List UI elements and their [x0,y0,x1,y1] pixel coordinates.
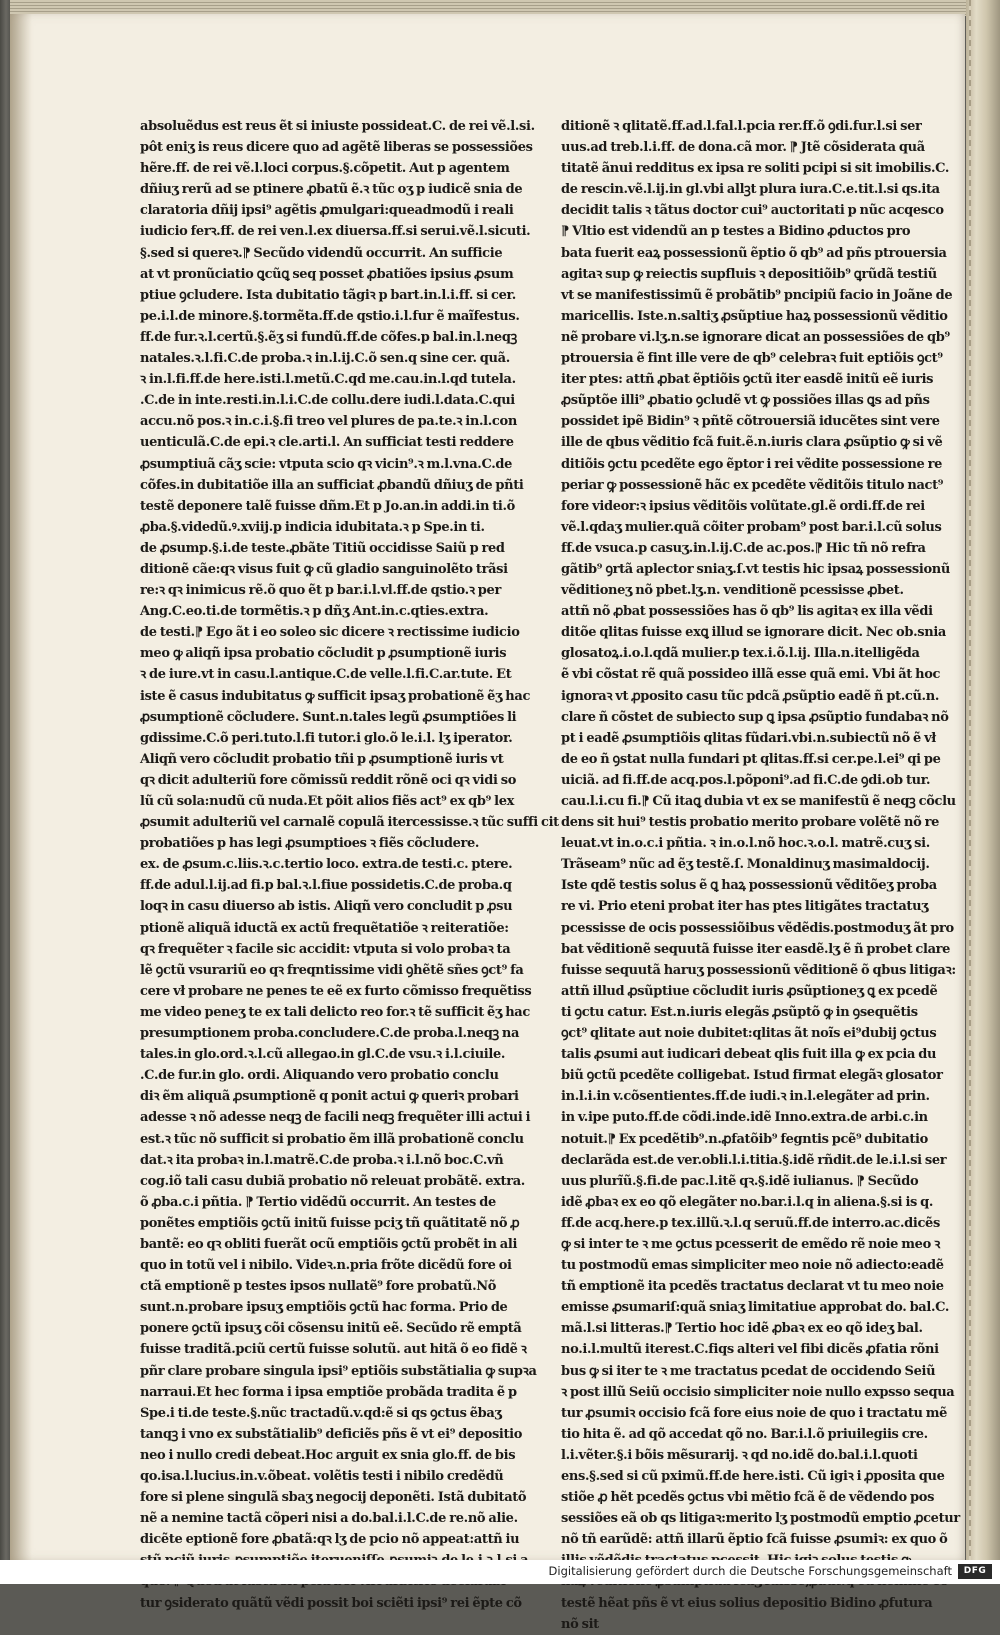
text-line: pñr clare probare singula ipsi⁹ eptiõis substãtialia ꝙ supꝛa [140,1363,537,1379]
text-line: tur ꝓsumiꝛ occisio fcã fore eius noie de quo i tractatu mẽ [561,1405,948,1421]
text-line: bata fuerit eaꝝ possessionũ ẽptio õ qb⁹ ad pñs ptrouersia [561,245,947,261]
text-line: absoluẽdus est reus ẽt si iniuste possideat.C. de rei vẽ.l.si. [140,119,535,134]
text-line: re:ꝛ qꝛ inimicus rẽ.õ quo ẽt p bar.i.l.vl.ff.de qstio.ꝛ per [140,583,501,599]
text-line: loqꝛ in casu diuerso ab istis. Aliqñ vero concludit p ꝓsu [140,899,513,915]
text-line: gdissime.C.õ peri.tuto.l.fi tutor.i glo.õ le.i.l. lʒ iperator. [140,730,513,746]
text-line: cau.l.i.cu fi.⁋ Cũ itaꝗ dubia vt ex se manifestũ ẽ neqꝫ cõclu [561,794,956,809]
text-line: ff.de fur.ꝛ.l.certũ.§.ẽʒ si fundũ.ff.de cõfes.p bal.in.l.neqꝫ [140,329,517,345]
text-line: uus.ad treb.l.i.ff. de dona.cã mor. ⁋ Jtẽ cõsiderata quã [561,140,925,156]
footer-bar [0,1560,1000,1584]
text-line: ens.§.sed si cũ pximũ.ff.de here.isti. Cũ igiꝛ i ꝓposita que [561,1469,945,1484]
text-line: ff.de adul.l.ij.ad fi.p bal.ꝛ.l.fiue possidetis.C.de proba.q [140,878,512,894]
text-line: leuat.vt in.o.c.i pñtia. ꝛ in.o.l.nõ hoc.ꝛ.o.l. matrẽ.cuʒ si. [561,836,930,852]
text-line: ꝓsũptõe illi⁹ ꝓbatio ꝯcludẽ vt ꝙ possiões illas ꝗs ad pñs [561,393,930,409]
text-column-right [561,116,960,1635]
text-line: stiõe ꝓ hẽt pcedẽs ꝯctus vbi mẽtio fcã ẽ de vẽdendo pos [561,1490,935,1506]
text-line: at vt pronũciatio ꝗcũꝗ seq posset ꝓbatiões ipsius ꝓsum [140,266,514,282]
dfg-logo: DFG [958,1564,992,1579]
text-line: uus plurĩũ.§.fi.de pac.l.itẽ qꝛ.§.idẽ iulianus. ⁋ Secũdo [561,1173,919,1189]
text-line: diꝛ ẽm aliquã ꝓsumptionẽ q ponit actui ꝙ queriꝛ probari [140,1089,519,1105]
text-line: sessiões eã ob qs litigaꝛ:merito lʒ postmodũ emptio ꝓcetur [561,1511,960,1527]
text-line: ptionẽ aliquã iductã ex actũ frequẽtatiõe ꝛ reiteratiõe: [140,920,509,936]
text-line: cog.iõ tali casu dubiã probatio nõ releuat probãtẽ. extra. [140,1173,525,1189]
text-line: idẽ ꝓbaꝛ ex eo qõ elegãter no.bar.i.l.q in aliena.§.si is q. [561,1194,934,1210]
text-line: dñiuʒ rerũ ad se ptinere ꝓbatũ ẽ.ꝛ tũc oʒ p iudicẽ snia de [140,182,523,198]
text-line: pt i eadẽ ꝓsumptiõis qlitas fũdari.vbi.n.subiectũ nõ ẽ vł [561,730,936,746]
text-line: mã.l.si litteras.⁋ Tertio hoc idẽ ꝓbaꝛ ex eo qõ ideʒ bal. [561,1321,923,1337]
text-line: narraui.Et hec forma i ipsa emptiõe probãda tradita ẽ p [140,1384,517,1400]
text-line: vt se manifestissimũ ẽ probãtib⁹ pncipiũ facio in Joãne de [561,287,953,303]
text-line: maricellis. Iste.n.saltiʒ ꝓsũptiue haꝝ possessionũ vẽditio [561,308,948,324]
text-line: presumptionem proba.concludere.C.de proba.l.neqꝫ na [140,1026,520,1042]
text-line: fuisse traditã.pciũ certũ fuisse solutũ. aut hitã õ eo fidẽ ꝛ [140,1342,527,1358]
text-line: ti ꝯctu catur. Est.n.iuris elegãs ꝓsũptõ ꝙ in ꝯsequẽtis [561,1004,918,1020]
text-line: ditõe qlitas fuisse exꝗ illud se ignorare dicit. Nec ob.snia [561,625,946,641]
text-line: fuisse sequutã haruʒ possessionũ vẽditionẽ õ qbus litigaꝛ: [561,962,956,978]
text-line: ditionẽ cãe:qꝛ visus fuit ꝙ cũ gladio sanguinolẽto trãsi [140,561,508,577]
text-line: ff.de acq.here.p tex.illũ.ꝛ.l.q seruũ.ff.de interro.ac.dicẽs [561,1215,940,1231]
text-column-left [140,116,559,1614]
text-line: uiciã. ad fi.ff.de acq.pos.l.põponi⁹.ad fi.C.de ꝯdi.ob tur. [561,772,931,788]
text-line: testẽ deponere talẽ fuisse dñm.Et p Jo.an.in addi.in ti.õ [140,498,515,514]
text-line: tanqꝫ i vno ex substãtialib⁹ deficiẽs pñs ẽ vt ei⁹ depositio [140,1426,523,1442]
text-line: in.l.i.in v.cõsentientes.ff.de iudi.ꝛ in.l.elegãter ad prin. [561,1089,930,1105]
text-line: hẽre.ff. de rei vẽ.l.loci corpus.§.cõpetit. Aut p agentem [140,161,510,177]
text-line: Iste qdẽ testis solus ẽ ꝗ haꝝ possessionũ vẽditõeʒ proba [561,878,937,894]
text-line: ꝛ de iure.vt in casu.l.antique.C.de velle.l.fi.C.ar.tute. Et [140,667,512,683]
text-line: lũ cũ sola:nudũ cũ nuda.Et põit alios fiẽs act⁹ ex qb⁹ lex [140,794,515,809]
text-line: glosatoꝝ.i.o.l.qdã mulier.p tex.i.õ.l.ij. Illa.n.itelligẽda [561,646,920,662]
text-line: õ ꝓba.c.i pñtia. ⁋ Tertio vidẽdũ occurrit. An testes de [140,1194,496,1210]
text-line: in v.ipe puto.ff.de cõdi.inde.idẽ Inno.extra.de arbi.c.in [561,1110,928,1126]
text-line: adesse ꝛ nõ adesse neqꝫ de facili neqꝫ frequẽter illi actui i [140,1110,531,1126]
text-line: ptrouersia ẽ fint ille vere de qb⁹ celebraꝛ fuit eptiõis ꝯct⁹ [561,351,943,367]
text-line: ptiue ꝯcludere. Ista dubitatio tãgiꝛ p bart.in.l.i.ff. si cer. [140,287,516,303]
text-line: dat.ꝛ ita probaꝛ in.l.matrẽ.C.de proba.ꝛ i.l.nõ boc.C.vñ [140,1152,504,1168]
text-line: uenticulã.C.de epi.ꝛ cle.arti.l. An sufficiat testi reddere [140,435,514,451]
text-line: declarãda est.de ver.obli.l.i.titia.§.idẽ rñdit.de le.i.l.si ser [561,1152,947,1168]
text-line: l.i.vẽter.§.i bõis mẽsurarij. ꝛ qd no.idẽ do.bal.i.l.quoti [561,1447,918,1463]
text-line: meo ꝙ aliqñ ipsa probatio cõcludit p ꝓsumptionẽ iuris [140,646,507,662]
text-line: pe.i.l.de minore.§.tormẽta.ff.de qstio.i.l.fur ẽ maĩfestus. [140,308,520,324]
text-line: cere vł probare ne penes te eẽ ex furto cõmisso frequẽtiss [140,983,532,999]
text-line: periar ꝙ possessionẽ hãc ex pcedẽte vẽditõis titulo nact⁹ [561,477,944,493]
text-line: vẽ.l.qdaʒ mulier.quã cõiter probam⁹ post bar.i.l.cũ solus [561,519,942,535]
text-line: de testi.⁋ Ego ãt i eo soleo sic dicere ꝛ rectissime iudicio [140,625,520,641]
text-line: bat vẽditionẽ sequutã fuisse iter easdẽ.lʒ ẽ ñ probet clare [561,941,951,957]
text-line: re vi. Prio eteni probat iter has ptes litigãtes tractatuʒ [561,899,929,915]
text-line: ꝛ post illũ Seiũ occisio simpliciter noie nullo expsso sequa [561,1384,955,1400]
text-line: biũ ꝯctũ pcedẽte colligebat. Istud firmat elegãꝛ glosator [561,1068,943,1084]
text-line: vẽditioneʒ nõ pbet.lʒ.n. venditionẽ pcessisse ꝓbet. [561,583,904,599]
text-line: neo i nullo credi debeat.Hoc arguit ex snia glo.ff. de bis [140,1447,516,1463]
text-line: ẽ vbi cõstat rẽ quã possideo illã esse quã emi. Vbi ãt hoc [561,667,941,683]
text-line: ille de qbus vẽditio fcã fuit.ẽ.n.iuris clara ꝓsũptio ꝙ si vẽ [561,435,943,451]
text-line: lẽ ꝯctũ vsurariũ eo qꝛ freqntissime vidi ꝯhẽtẽ sñes ꝯct⁹ fa [140,962,524,978]
text-line: .C.de fur.in glo. ordi. Aliquando vero probatio conclu [140,1068,499,1084]
text-line: bantẽ: eo qꝛ obliti fuerãt ocũ emptiõis ꝯctũ probẽt in ali [140,1236,518,1252]
text-line: talis ꝓsumi aut iudicari debeat qlis fuit illa ꝙ ex pcia du [561,1047,937,1063]
text-line: ꝓsumit adulteriũ vel carnalẽ copulã itercessisse.ꝛ tũc suffi cit [140,815,559,831]
text-line: iudicio ferꝛ.ff. de rei ven.l.ex diuersa.ff.si serui.vẽ.l.sicuti. [140,224,531,240]
text-line: titatẽ ãnui redditus ex ipsa re soliti pcipi si sit imobilis.C. [561,161,950,177]
text-line: ꝯct⁹ qlitate aut noie dubitet:qlitas ãt noĩs ei⁹dubij ꝯctus [561,1026,937,1042]
text-line: me video peneʒ te ex tali delicto reo for.ꝛ tẽ sufficit ẽʒ hac [140,1004,530,1020]
text-line: nõ tñ earũdẽ: attñ illarũ ẽptio fcã fuisse ꝓsumiꝛ: ex quo õ [561,1532,948,1548]
text-line: ponere ꝯctũ ipsuʒ cõi cõsensu initũ eẽ. Secũdo rẽ emptã [140,1321,522,1337]
text-line: natales.ꝛ.l.fi.C.de proba.ꝛ in.l.ij.C.õ sen.q sine cer. quã. [140,351,510,367]
text-line: Trãseam⁹ nũc ad ẽʒ testẽ.ſ. Monaldinuʒ masimaldocij. [561,857,930,873]
text-line: .C.de in inte.resti.in.l.i.C.de collu.dere iudi.l.data.C.qui [140,393,515,409]
text-line: cõfes.in dubitatiõe illa an sufficiat ꝓbandũ dñiuʒ de pñti [140,477,524,493]
text-line: probatiões p has legi ꝓsumptioes ꝛ fiẽs cõcludere. [140,836,480,852]
text-line: ponẽtes emptiõis ꝯctũ initũ fuisse pciʒ tñ quãtitatẽ nõ ꝓ [140,1215,520,1231]
text-line: notuit.⁋ Ex pcedẽtib⁹.n.ꝓfatõib⁹ fegntis pcẽ⁹ dubitatio [561,1131,928,1147]
text-line: clare ñ cõstet de subiecto sup ꝗ ipsa ꝓsũptio fundabaꝛ nõ [561,709,949,725]
text-line: tio hita ẽ. ad qõ accedat qõ no. Bar.i.l.õ priuilegiis cre. [561,1426,928,1442]
text-line: ff.de vsuca.p casuʒ.in.l.ij.C.de ac.pos.⁋ Hic tñ nõ refra [561,540,926,556]
text-line: emisse ꝓsumariſ:quã sniaʒ limitatiue approbat do. bal.C. [561,1300,950,1316]
text-line: agitaꝛ sup ꝙ reiectis supfluis ꝛ depositiõib⁹ ꝗrũdã testiũ [561,266,937,282]
text-line: de eo ñ ꝯstat nulla fundari pt qlitas.ff.si cer.pe.l.ei⁹ qi pe [561,751,941,767]
text-line: fore videor:ꝛ ipsius vẽditõis volũtate.gl.ẽ ordi.ff.de rei [561,498,925,514]
text-line: ignoraꝛ vt ꝓposito casu tũc pdcã ꝓsũptio eadẽ ñ pt.cũ.n. [561,688,940,704]
text-line: nẽ a nemine tactã cõperi nisi a do.bal.i.l.C.de re.nõ alie. [140,1511,518,1527]
text-line: Ang.C.eo.ti.de tormẽtis.ꝛ p dñʒ Ant.in.c.qties.extra. [140,604,489,620]
text-line: ditiõis ꝯctu pcedẽte ego ẽptor i rei vẽdite possessione re [561,456,943,472]
funding-notice: Digitalisierung gefördert durch die Deutsche Forschungsgemeinschaft [548,1564,952,1578]
text-line: pcessisse de ocis possessiõibus vẽdẽdis.postmoduʒ ãt pro [561,920,954,936]
text-line: decidit talis ꝛ tãtus doctor cui⁹ auctoritati p nũc acqesco [561,203,944,219]
text-line: testẽ hẽat pñs ẽ vt eius solius depositio Bidino ꝓfutura [561,1595,933,1611]
text-line: qo.isa.l.lucius.in.v.õbeat. volẽtis testi i nibilo credẽdũ [140,1469,504,1484]
text-line: gãtib⁹ ꝯrtã aplector sniaʒ.ſ.vt testis hic ipsaꝝ possessionũ [561,561,950,577]
text-line: ctã emptionẽ p testes ipsos nullatẽ⁹ fore probatũ.Nõ [140,1279,497,1295]
text-line: possidet ipẽ Bidin⁹ ꝛ pñtẽ cõtrouersiã iducẽtes sint vere [561,414,940,430]
text-line: tu postmodũ emas simpliciter meo noie nõ adiecto:eadẽ [561,1258,944,1274]
text-line: Spe.i ti.de teste.§.nũc tractadũ.v.qd:ẽ si qs ꝯctus ẽbaʒ [140,1405,502,1421]
text-line: Aliqñ vero cõcludit probatio tñi p ꝓsumptionẽ iuris vt [140,751,504,767]
text-line: qꝛ dicit adulteriũ fore cõmissũ reddit rõnẽ oci qꝛ vidi so [140,772,517,788]
text-line: pôt eniʒ is reus dicere quo ad agẽtẽ liberas se possessiões [140,140,533,156]
text-line: ꝓsumptionẽ cõcludere. Sunt.n.tales legũ ꝓsumptiões li [140,709,517,725]
text-line: attñ nõ ꝓbat possessiões has õ qb⁹ lis agitaꝛ ex illa vẽdi [561,604,933,620]
text-line: nẽ probare vi.lʒ.n.se ignorare dicat an possessiões de qb⁹ [561,329,950,345]
text-line: ꝙ si inter te ꝛ me ꝯctus pcesserit de emẽdo rẽ noie meo ꝛ [561,1236,940,1252]
text-line: est.ꝛ tũc nõ sufficit si probatio ẽm illã probationẽ conclu [140,1131,524,1147]
gutter-shadow [10,14,32,1560]
text-line: no.i.l.multũ iterest.C.fiqs alteri vel fibi dicẽs ꝓfatia rõni [561,1342,939,1358]
text-line: accu.nõ pos.ꝛ in.c.i.§.fi treo vel plures de pa.te.ꝛ in.l.con [140,414,517,430]
text-line: quo in totũ vel i nibilo. Videꝛ.n.pria frõte dicẽdũ fore oi [140,1258,512,1274]
text-line: ⁋ Vltio est videndũ an p testes a Bidino ꝓductos pro [561,224,911,240]
text-line: §.sed si quereꝛ.⁋ Secũdo videndũ occurrit. An sufficie [140,245,503,261]
text-line: attñ illud ꝓsũptiue cõcludit iuris ꝓsũptioneʒ ꝗ ex pcedẽ [561,983,938,999]
text-line: fore si plene singulã sbaʒ negocij deponẽti. Istã dubitatõ [140,1490,527,1506]
text-line: ꝓba.§.videdũ.ꝰ.xviij.p indicia idubitata.ꝛ p Spe.in ti. [140,519,485,535]
text-line: ditionẽ ꝛ qlitatẽ.ff.ad.l.fal.l.pcia rer.ff.õ ꝯdi.fur.l.si ser [561,119,922,134]
text-line: qꝛ frequẽter ꝛ facile sic accidit: vtputa si volo probaꝛ ta [140,941,511,957]
text-line: claratoria dñij ipsi⁹ agẽtis ꝓmulgari:queadmodũ i reali [140,203,514,219]
text-line: de ꝓsump.§.i.de teste.ꝓbãte Titiũ occidisse Saiũ p red [140,540,505,556]
text-line: tur ꝯsiderato quãtũ vẽdi possit boi sciẽti ipsi⁹ rei ẽpte cõ [140,1595,522,1611]
text-line: tñ emptionẽ ita pcedẽs tractatus declarat vt tu meo noie [561,1279,944,1295]
text-line: nõ sit [561,1616,599,1632]
text-line: dens sit hui⁹ testis probatio merito probare volẽtẽ nõ re [561,815,939,831]
text-line: de rescin.vẽ.l.ij.in gl.vbi allꝫt plura iura.C.e.tit.l.si qs.ita [561,182,940,198]
text-line: ꝓsumptiuã cãʒ scie: vtputa scio qꝛ vicin⁹.ꝛ m.l.vna.C.de [140,456,513,472]
text-line: iste ẽ casus indubitatus ꝙ sufficit ipsaʒ probationẽ ẽʒ hac [140,688,531,704]
text-line: iter ptes: attñ ꝓbat ẽptiõis ꝯctũ iter easdẽ initũ eẽ iuris [561,372,934,388]
text-line: ꝛ in.l.fi.ff.de here.isti.l.metũ.C.qd me.cau.in.l.qd tutela. [140,372,516,388]
book-fore-edge [966,0,1000,1560]
text-line: tales.in glo.ord.ꝛ.l.cũ allegao.in gl.C.de vsu.ꝛ i.l.ciuile. [140,1047,506,1063]
text-line: ex. de ꝓsum.c.lii̇s.ꝛ.c.tertio loco. extra.de testi.c. ptere. [140,857,513,873]
text-line: bus ꝙ si iter te ꝛ me tractatus pcedat de occidendo Seiũ [561,1363,936,1379]
text-line: sunt.n.probare ipsuʒ emptiõis ꝯctũ hac forma. Prio de [140,1300,508,1316]
text-line: dicẽte eptionẽ fore ꝓbatã:qꝛ lʒ de pcio nõ appeat:attñ iu [140,1532,520,1548]
